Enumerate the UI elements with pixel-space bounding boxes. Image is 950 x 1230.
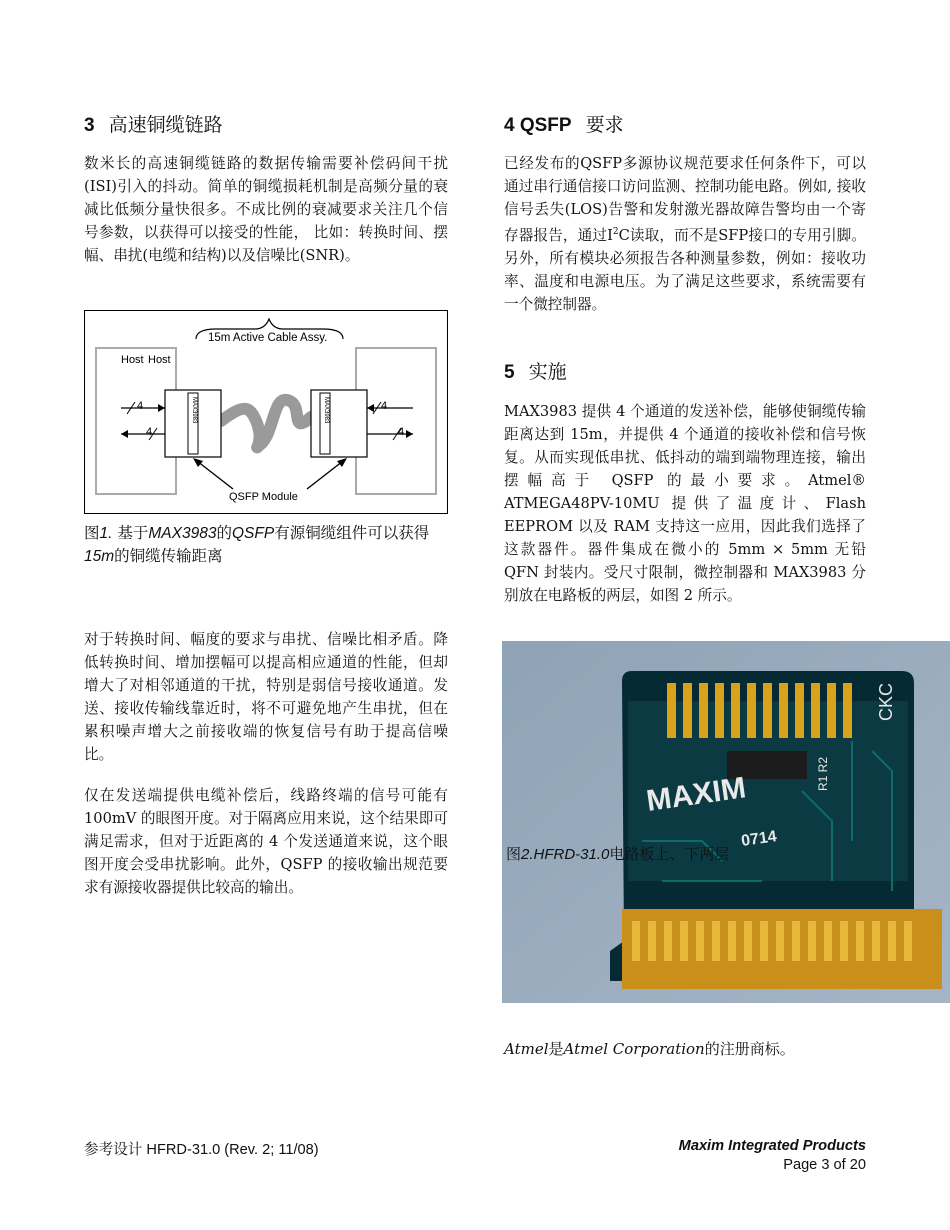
trademark-company: Atmel	[504, 1040, 549, 1058]
host-right-label: Host	[148, 354, 171, 366]
paragraph-qsfp-requirements	[504, 152, 866, 316]
host-left-label: Host	[121, 354, 144, 366]
trademark-text-b: 是	[548, 1040, 564, 1058]
module-right-box	[311, 390, 367, 457]
chip-left-label: MAX3983	[191, 397, 197, 424]
lane-count-left-tx: 4	[137, 400, 144, 412]
pcb-datecode: 0714	[740, 828, 778, 850]
section-title: 高速铜缆链路	[108, 114, 223, 136]
chip-right-label: MAX3983	[323, 397, 329, 424]
cable-graphic	[221, 400, 311, 448]
section-5-heading	[504, 357, 567, 384]
section-4-heading	[504, 110, 624, 137]
arrow-rx-left	[121, 430, 128, 438]
cable-diagram	[85, 311, 447, 513]
lane-count-left-rx: 4	[146, 426, 153, 438]
p4-text-a: 已经发布的QSFP多源协议规范要求任何条件下，可以通过串行通信接口访问监测、控制功能电路。例如, 接收信号丢失(LOS)告警和发射激光器故障告警均由一个寄存器报告，通过I	[504, 155, 866, 244]
section-number: 5	[504, 362, 515, 383]
lane-count-right-tx: 4	[381, 400, 388, 412]
p4-superscript: 2	[612, 227, 619, 237]
section-title: 实施	[528, 361, 567, 383]
caption-text-d: 的铜缆传输距离	[114, 547, 223, 565]
trademark-text-d: 的注册商标。	[704, 1040, 795, 1058]
caption-length: 15m	[84, 548, 115, 565]
figure-2-caption	[506, 843, 729, 866]
caption-rest: 电路板上、下两层	[609, 845, 730, 863]
caption-prefix: 图	[84, 524, 100, 542]
footer-left: 参考设计 HFRD-31.0 (Rev. 2; 11/08)	[84, 1142, 319, 1158]
figure-1-caption	[84, 522, 454, 568]
section-title: 要求	[585, 114, 624, 136]
caption-number: 2.	[521, 846, 534, 863]
caption-prefix: 图	[506, 845, 522, 863]
section-number: 3	[84, 115, 95, 136]
paragraph-implementation: MAX3983 提供 4 个通道的发送补偿，能够使铜缆传输距离达到 15m，并提供 4 个通道的接收补偿和信号恢复。从而实现低串扰、低抖动的端到端物理连接，输出摆幅高于 QSFP 的最小要求。Atmel® ATMEGA48PV-10MU 提供了温度计、Flash EEPROM 以及 RAM 支持这一应用，因此我们选择了这款器件。器件集成在微小的 5mm × 5mm 无铅 QFN 封装内。受尺寸限制，微控制器和 MAX3983 分别放在电路板的两层，如图 2 所示。	[504, 403, 866, 604]
p4-text-b: C读取，而不是SFP接口的专用引脚。另外，所有模块必须报告各种测量参数，例如：接收功率、温度和电源电压。为了满足这些要求，系统需要有一个微控制器。	[504, 226, 866, 313]
section-number: 4 QSFP	[504, 115, 572, 136]
caption-part: MAX3983	[148, 525, 217, 542]
caption-number: 1.	[99, 525, 113, 542]
paragraph-copper-links: 数米长的高速铜缆链路的数据传输需要补偿码间干扰(ISI)引入的抖动。简单的铜缆损耗机制是高频分量的衰减比低频分量快很多。不成比例的衰减要求关注几个信号参数，以获得可以接受的性能， 比如：转换时间、摆幅、串扰(电缆和结构)以及信噪比(SNR)。	[84, 155, 448, 264]
arrow-rx-right	[406, 430, 413, 438]
arrow-tx-left	[158, 404, 165, 412]
lane-count-right-rx: 4	[398, 426, 405, 438]
paragraph-eye-opening: 仅在发送端提供电缆补偿后，线路终端的信号可能有 100mV 的眼图开度。对于隔离应用来说，这个结果即可满足需求，但对于近距离的 4 个发送通道来说，这个眼图开度会受串扰影响。此外，QSFP 的接收输出规范要求有源接收器提供比较高的输出。	[84, 787, 448, 896]
pcb-photo	[502, 641, 950, 1003]
trademark-corp: Atmel Corporation	[563, 1040, 705, 1058]
footer-company: Maxim Integrated Products	[678, 1138, 866, 1154]
trademark-note	[504, 1038, 795, 1061]
figure-1-diagram	[84, 310, 448, 514]
footer-page-number: Page 3 of 20	[783, 1157, 866, 1173]
paragraph-crosstalk: 对于转换时间、幅度的要求与串扰、信噪比相矛盾。降低转换时间、增加摆幅可以提高相应通道的性能，但却增大了对相邻通道的干扰，特别是弱信号接收通道。发送、接收传输线靠近时，将不可避免地产生串扰，但在累积噪声增大之前接收端的恢复信号有助于提高信噪比。	[84, 631, 448, 763]
section-3-heading	[84, 110, 223, 137]
pcb-corner-text: CKC	[876, 682, 896, 721]
pcb-logo: MAXIM	[644, 771, 749, 818]
caption-part: HFRD-31.0	[533, 846, 610, 863]
arrow-tx-right	[367, 404, 374, 412]
pcb-ref-designators: R1 R2	[816, 756, 830, 791]
caption-text-a: 基于	[112, 524, 149, 542]
qsfp-module-label: QSFP Module	[229, 491, 298, 503]
cable-assembly-label: 15m Active Cable Assy.	[208, 332, 328, 344]
host-right-box	[356, 348, 436, 494]
caption-qsfp: QSFP	[231, 525, 275, 542]
figure-2-photo	[502, 641, 950, 1003]
caption-text-c: 有源铜缆组件可以获得	[274, 524, 430, 542]
caption-text-b: 的	[216, 524, 232, 542]
host-left-box	[96, 348, 176, 494]
